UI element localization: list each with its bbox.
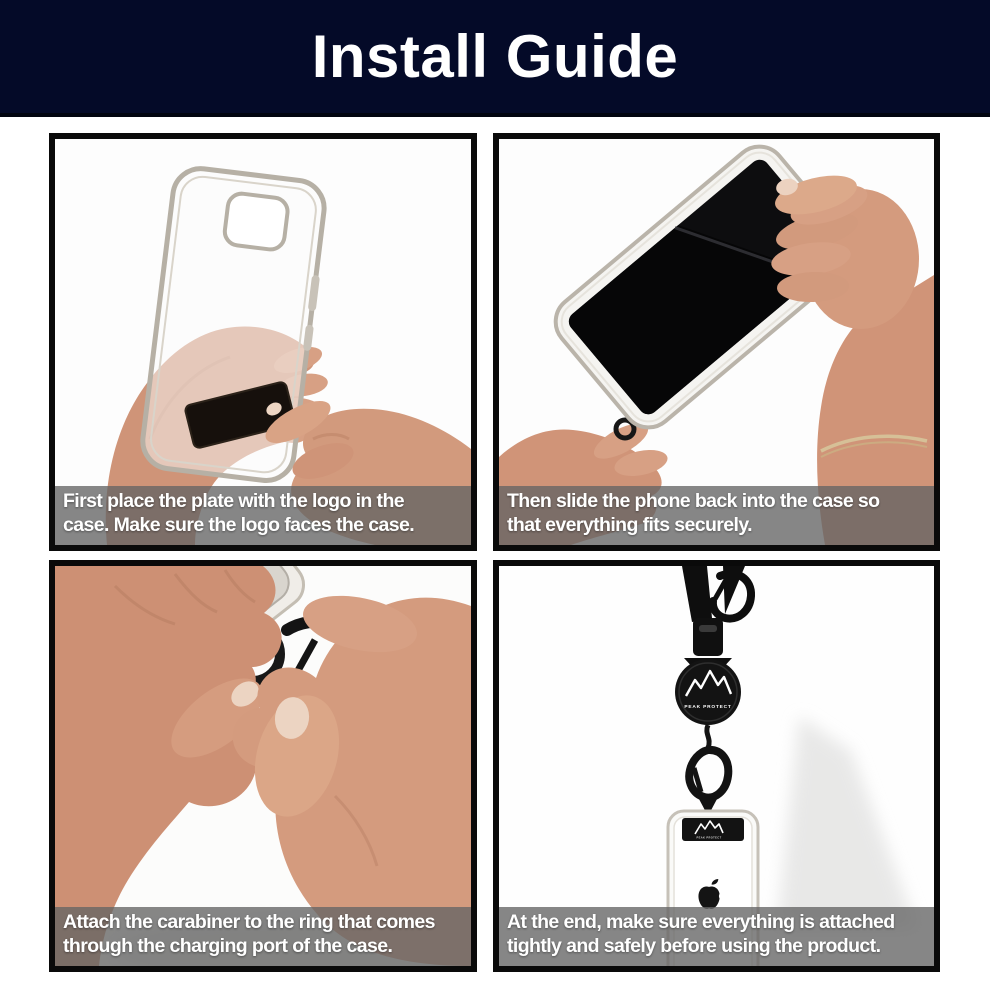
caption-line: through the charging port of the case. (63, 935, 393, 958)
caption-line: case. Make sure the logo faces the case. (63, 514, 415, 537)
logo-plate (682, 818, 744, 841)
step-3-caption (55, 907, 471, 966)
caption-line: Then slide the phone back into the case so (507, 490, 880, 513)
step-panel-3 (49, 560, 477, 972)
badge-brand-text: PEAK PROTECT (684, 705, 732, 710)
caption-line: Attach the carabiner to the ring that comes (63, 911, 435, 934)
step-panel-1 (49, 133, 477, 551)
caption-line: that everything fits securely. (507, 514, 752, 537)
step-panel-4 (493, 560, 940, 972)
step-1-caption (55, 486, 471, 545)
step-2-photo (499, 139, 934, 545)
header-banner (0, 0, 990, 117)
step-2-caption (499, 486, 934, 545)
badge-reel (675, 659, 741, 725)
step-4-photo (499, 566, 934, 966)
page-title: Install Guide (311, 23, 679, 90)
step-4-caption (499, 907, 934, 966)
caption-line: At the end, make sure everything is attached (507, 911, 895, 934)
caption-line: First place the plate with the logo in the (63, 490, 404, 513)
caption-line: tightly and safely before using the product. (507, 935, 881, 958)
retract-cord (707, 725, 709, 748)
step-1-photo (55, 139, 471, 545)
step-panel-2 (493, 133, 940, 551)
plate-brand-text: PEAK PROTECT (696, 836, 722, 840)
step-3-photo (55, 566, 471, 966)
camera-cutout (223, 192, 289, 251)
